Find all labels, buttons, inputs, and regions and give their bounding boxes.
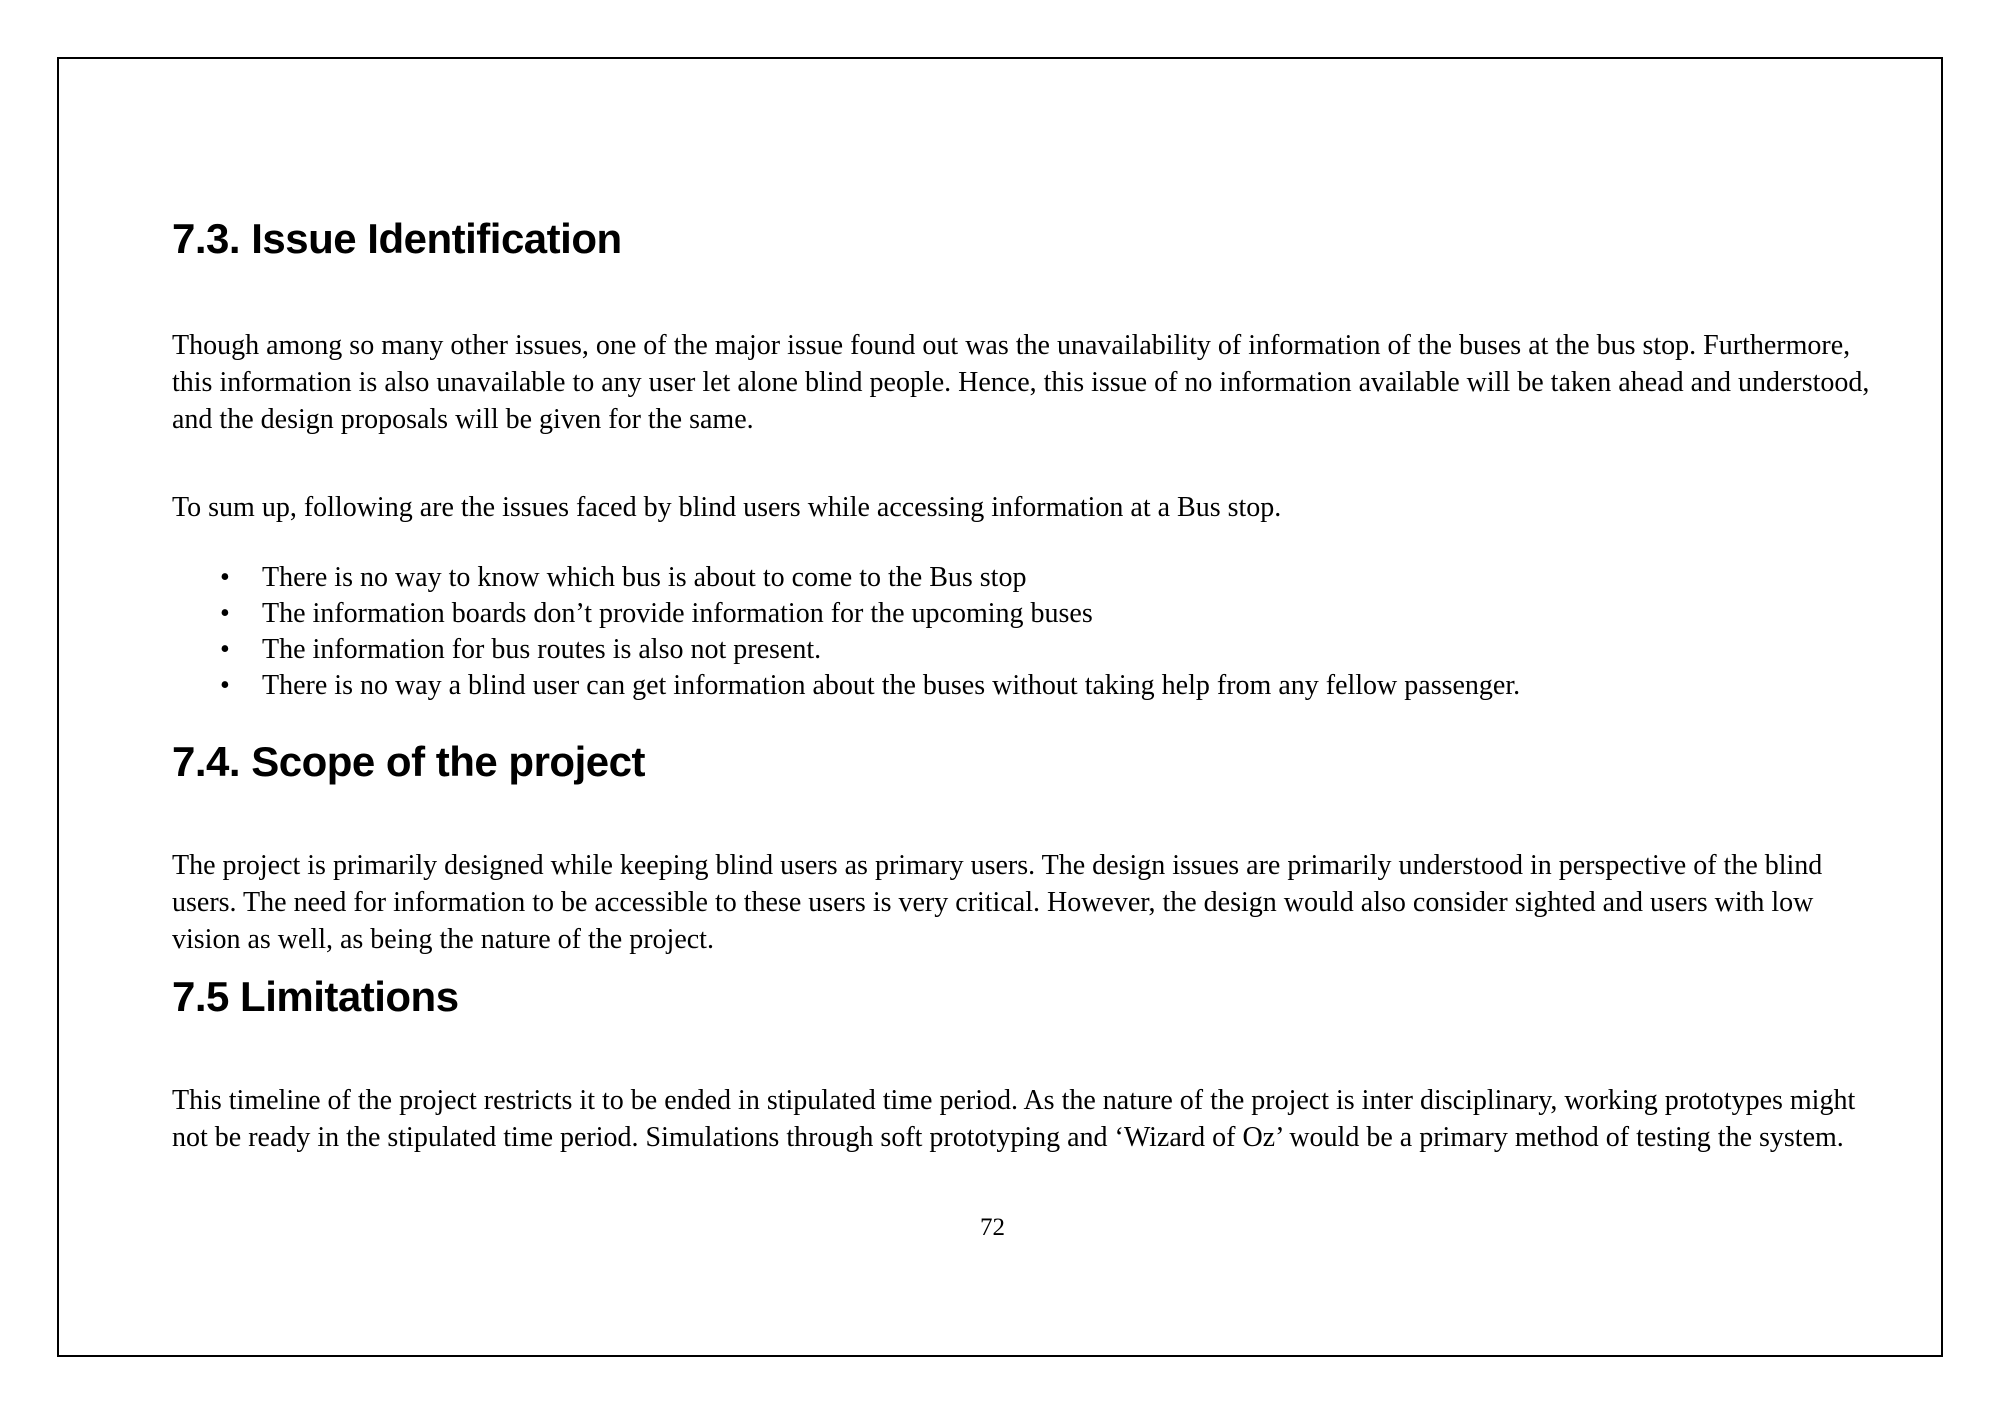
section-heading-issue-identification: 7.3. Issue Identification	[172, 215, 622, 262]
issue-paragraph-1: Though among so many other issues, one of the major issue found out was the unavailability of information of the buses at the bus stop. Furthermore, this information is also unavailable to any user let alone blind people. Hence, this issue of no information available will be taken ahead and understood, and the design proposals will be given for the same.	[172, 330, 1870, 435]
list-item: • There is no way to know which bus is about to come to the Bus stop	[172, 560, 1877, 596]
limitations-paragraph: This timeline of the project restricts it to be ended in stipulated time period. As the nature of the project is inter disciplinary, working prototypes might not be ready in the stipulated time period. Simulations through soft prototyping and ‘Wizard of Oz’ would be a primary method of testing the system.	[172, 1085, 1856, 1153]
list-item: • The information for bus routes is also not present.	[172, 632, 1877, 668]
issue-paragraph-2: To sum up, following are the issues faced by blind users while accessing information at a Bus stop.	[172, 492, 1282, 523]
page-number: 72	[980, 1214, 1005, 1241]
page-content	[172, 216, 1877, 1243]
scope-paragraph: The project is primarily designed while keeping blind users as primary users. The design issues are primarily understood in perspective of the blind users. The need for information to be accessible to these users is very critical. However, the design would also consider sighted and users with low vision as well, as being the nature of the project.	[172, 850, 1823, 955]
section-heading-scope: 7.4. Scope of the project	[172, 738, 645, 785]
page-border	[57, 57, 1943, 1357]
list-item: • The information boards don’t provide information for the upcoming buses	[172, 596, 1877, 632]
section-heading-limitations: 7.5 Limitations	[172, 973, 459, 1020]
issue-bullet-list	[172, 560, 1877, 704]
list-item: • There is no way a blind user can get information about the buses without taking help from any fellow passenger.	[172, 668, 1877, 704]
